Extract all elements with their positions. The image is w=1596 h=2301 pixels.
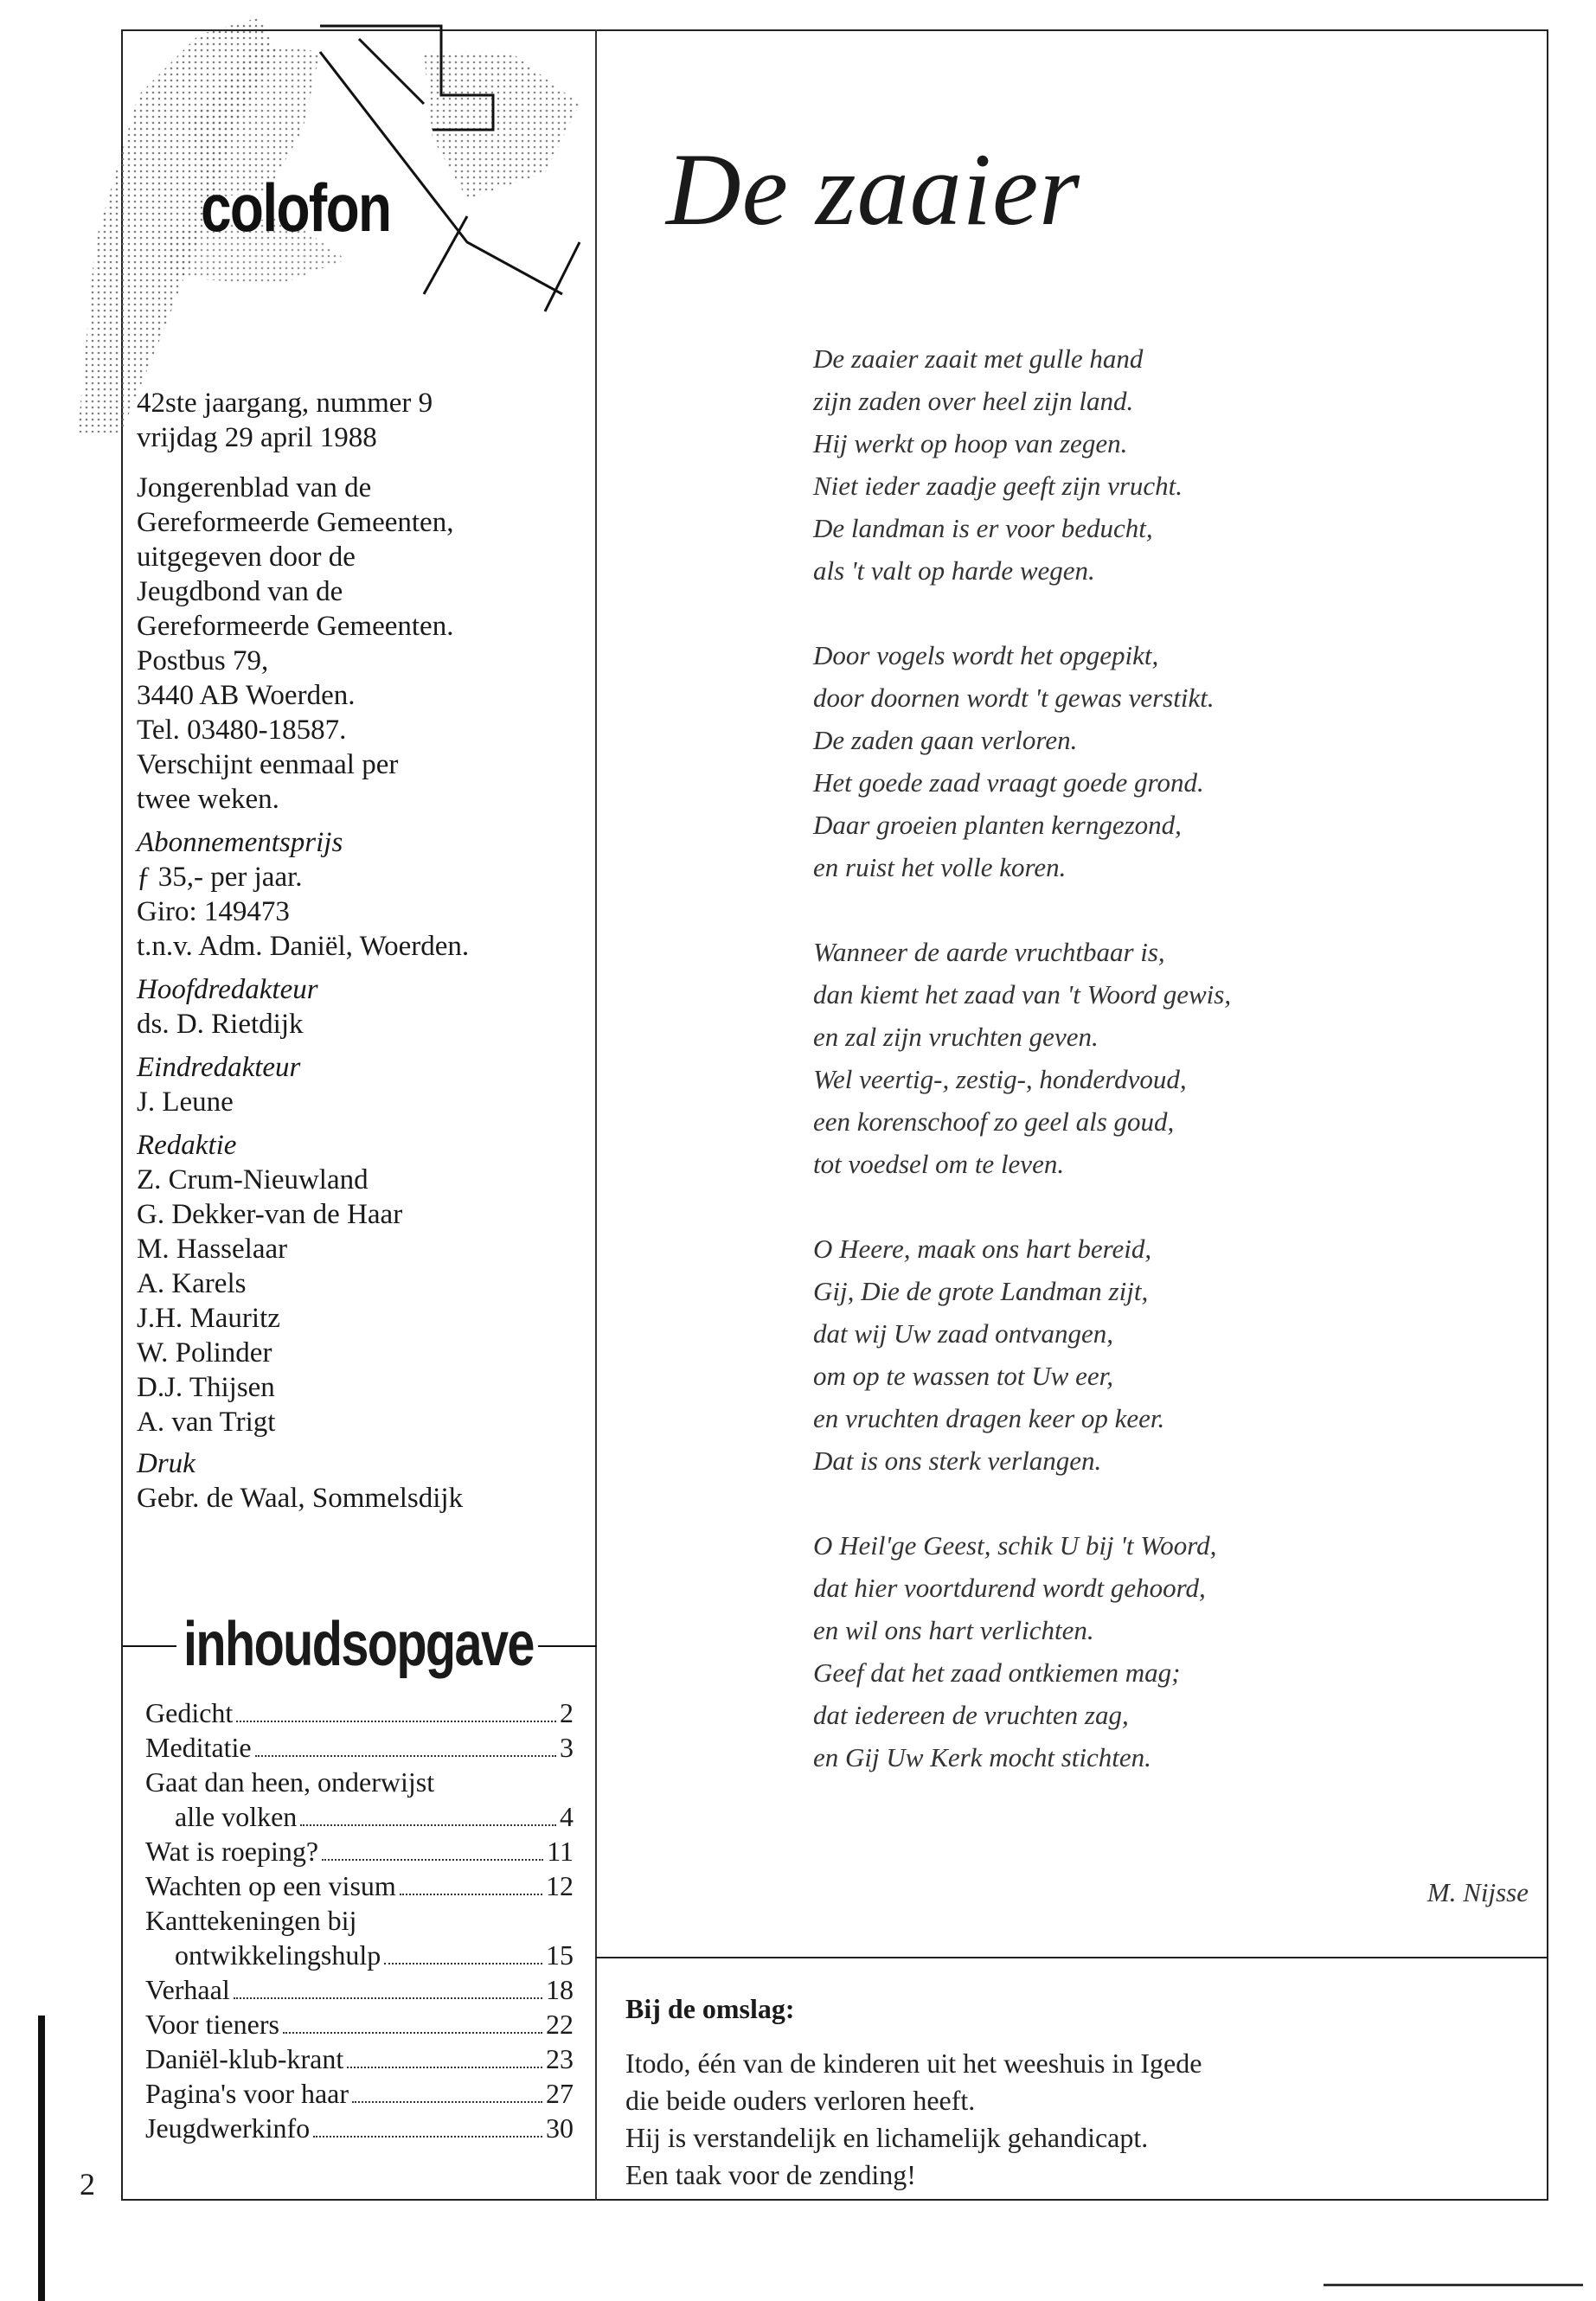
poem-line: en ruist het volle koren. [813,852,1067,882]
poem-line: Hij werkt op hoop van zegen. [813,428,1128,458]
poem-stanza [813,931,1505,1185]
toc-entry[interactable] [145,1868,574,1903]
subscription-line: Giro: 149473 [137,896,290,927]
poem-line: De zaaier zaait met gulle hand [813,343,1144,374]
final-editor-name: J. Leune [137,1086,234,1118]
toc-header [123,1602,597,1680]
toc-rule-left [123,1645,176,1647]
poem-stanza [813,1524,1505,1779]
toc-entry-label: Wat is roeping? [145,1836,319,1867]
publisher-line: uitgegeven door de [137,542,356,573]
toc-entry-label: alle volken [175,1801,298,1832]
toc-entry-page: 18 [546,1974,574,2005]
print-label: Druk [137,1448,195,1479]
poem-line: De zaden gaan verloren. [813,725,1078,755]
toc-entry-page: 3 [560,1732,574,1763]
toc-entry-label: Gaat dan heen, onderwijst [145,1766,435,1798]
poem-author: M. Nijsse [1426,1877,1529,1907]
poem-line: Wanneer de aarde vruchtbaar is, [813,937,1165,967]
toc-rule-right [538,1645,597,1647]
toc-entry[interactable] [145,1765,574,1834]
staff-member: A. van Trigt [137,1407,276,1438]
poem-line: en Gij Uw Kerk mocht stichten. [813,1742,1151,1772]
toc-entry[interactable] [145,1903,574,1972]
toc-entry-page: 11 [547,1836,574,1867]
staff-member: J.H. Mauritz [137,1303,280,1334]
poem-line: dat hier voortdurend wordt gehoord, [813,1573,1206,1603]
poem-line: Geef dat het zaad ontkiemen mag; [813,1657,1181,1688]
printer-name: Gebr. de Waal, Sommelsdijk [137,1483,464,1514]
toc-entry-page: 30 [546,2112,574,2144]
toc-entry[interactable] [145,1695,574,1730]
poem-line: O Heil'ge Geest, schik U bij 't Woord, [813,1530,1217,1561]
subscription-line: ƒ 35,- per jaar. [137,862,303,893]
publisher-line: Jeugdbond van de [137,576,343,607]
publisher-line: Tel. 03480-18587. [137,715,347,746]
editor-label: Hoofdredakteur [137,974,318,1005]
publisher-line: Gereformeerde Gemeenten. [137,611,454,642]
poem-body [813,337,1505,1821]
poem-line: Daar groeien planten kerngezond, [813,810,1182,840]
subscription-line: t.n.v. Adm. Daniël, Woerden. [137,931,470,962]
cover-caption-line: Een taak voor de zending! [625,2159,916,2190]
toc-entry-label: ontwikkelingshulp [175,1939,381,1971]
poem-line: dat wij Uw zaad ontvangen, [813,1318,1114,1349]
poem-title: De zaaier [666,131,1080,247]
toc-entry-label: Gedicht [145,1697,234,1728]
staff-member: A. Karels [137,1268,247,1299]
colofon-title: colofon [201,170,391,246]
cover-caption-text [625,2045,1202,2194]
poem-line: en wil ons hart verlichten. [813,1615,1094,1645]
toc-entry-label: Pagina's voor haar [145,2078,349,2109]
subscription-label: Abonnementsprijs [137,827,343,858]
cover-caption-title: Bij de omslag: [625,1993,795,2024]
poem-line: De landman is er voor beducht, [813,513,1153,543]
toc-entry-label: Daniël-klub-krant [145,2043,344,2074]
toc-entry-label: Kanttekeningen bij [145,1905,357,1936]
publisher-line: Verschijnt eenmaal per [137,749,399,780]
staff-member: G. Dekker-van de Haar [137,1199,403,1230]
poem-line: Dat is ons sterk verlangen. [813,1445,1102,1476]
staff-member: D.J. Thijsen [137,1372,275,1403]
staff-member: W. Polinder [137,1337,272,1368]
poem-line: O Heere, maak ons hart bereid, [813,1234,1152,1264]
toc-entry[interactable] [145,2007,574,2041]
toc-entry-label: Jeugdwerkinfo [145,2112,311,2144]
cover-caption-line: die beide ouders verloren heeft. [625,2085,976,2116]
toc-entry-page: 15 [546,1939,574,1971]
toc-entry[interactable] [145,1730,574,1765]
colofon-info [137,386,586,1516]
toc-entry[interactable] [145,2076,574,2111]
toc-entry-label: Verhaal [145,1974,230,2005]
table-of-contents [145,1695,574,2145]
cover-caption-line: Hij is verstandelijk en lichamelijk gehandicapt. [625,2122,1149,2153]
toc-entry[interactable] [145,2111,574,2145]
poem-line: dan kiemt het zaad van 't Woord gewis, [813,979,1232,1009]
poem-stanza [813,634,1505,888]
poem-line: Gij, Die de grote Landman zijt, [813,1276,1149,1306]
staff-label: Redaktie [137,1130,237,1161]
poem-line: Wel veertig-, zestig-, honderdvoud, [813,1064,1187,1094]
poem-line: Het goede zaad vraagt goede grond. [813,767,1204,798]
bottom-rule [1324,2284,1583,2286]
toc-heading: inhoudsopgave [183,1610,534,1679]
toc-entry[interactable] [145,2041,574,2076]
toc-entry[interactable] [145,1972,574,2007]
publisher-line: 3440 AB Woerden. [137,680,356,711]
publisher-line: Gereformeerde Gemeenten, [137,507,454,538]
issue-line: 42ste jaargang, nummer 9 [137,388,433,419]
toc-entry-page: 23 [546,2043,574,2074]
final-editor-label: Eindredakteur [137,1052,301,1083]
toc-entry-page: 4 [560,1801,574,1832]
toc-entry-label: Meditatie [145,1732,252,1763]
poem-line: Niet ieder zaadje geeft zijn vrucht. [813,471,1183,501]
toc-entry-page: 12 [546,1870,574,1901]
poem-line: als 't valt op harde wegen. [813,555,1095,586]
page-number: 2 [80,2167,95,2202]
poem-line: tot voedsel om te leven. [813,1149,1065,1179]
binding-edge-bar [38,2016,45,2301]
toc-entry-label: Wachten op een visum [145,1870,396,1901]
staff-member: Z. Crum-Nieuwland [137,1164,369,1195]
poem-line: een korenschoof zo geel als goud, [813,1106,1175,1137]
poem-line: dat iedereen de vruchten zag, [813,1700,1129,1730]
publisher-line: Postbus 79, [137,645,269,676]
publisher-line: twee weken. [137,784,279,815]
toc-entry-page: 2 [560,1697,574,1728]
toc-entry[interactable] [145,1834,574,1868]
poem-line: door doornen wordt 't gewas verstikt. [813,683,1215,713]
poem-stanza [813,337,1505,592]
toc-entry-label: Voor tieners [145,2009,279,2040]
publisher-line: Jongerenblad van de [137,472,372,503]
date-line: vrijdag 29 april 1988 [137,422,377,453]
toc-entry-page: 22 [546,2009,574,2040]
poem-stanza [813,1227,1505,1482]
poem-line: om op te wassen tot Uw eer, [813,1361,1114,1391]
poem-line: en zal zijn vruchten geven. [813,1022,1099,1052]
cover-caption-line: Itodo, één van de kinderen uit het weeshuis in Igede [625,2048,1202,2079]
poem-line: en vruchten dragen keer op keer. [813,1403,1165,1433]
editor-name: ds. D. Rietdijk [137,1009,304,1040]
staff-member: M. Hasselaar [137,1234,288,1265]
poem-line: Door vogels wordt het opgepikt, [813,640,1159,670]
cover-caption-box [595,1957,1548,2202]
toc-entry-page: 27 [546,2078,574,2109]
poem-line: zijn zaden over heel zijn land. [813,386,1134,416]
